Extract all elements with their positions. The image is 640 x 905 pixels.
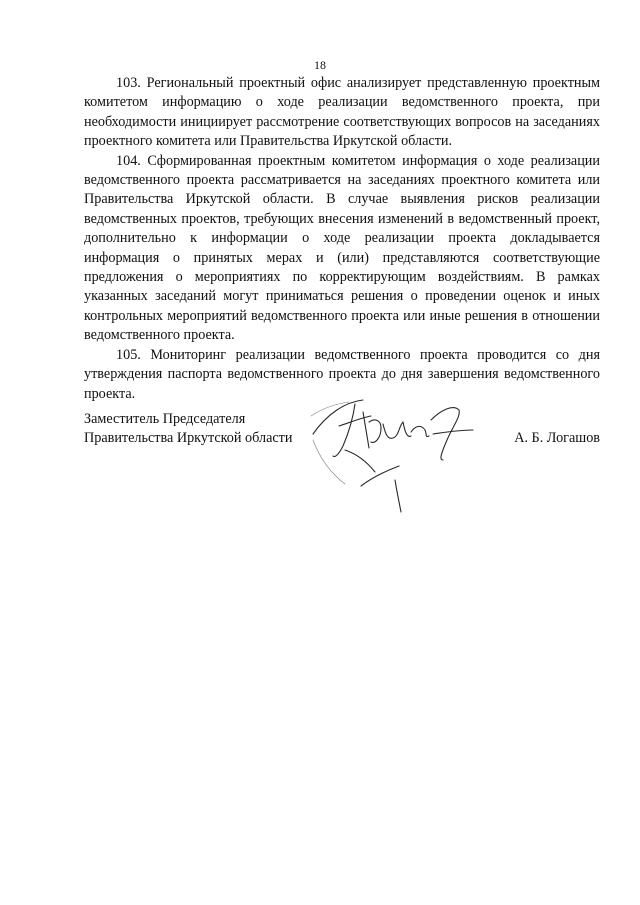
signature-block [84,410,600,520]
signatory-name: А. Б. Логашов [514,430,600,446]
signatory-title-line-2: Правительства Иркутской области [84,430,293,447]
signatory-title [84,410,292,449]
document-body [84,74,600,404]
signatory-title-line-1: Заместитель Председателя [84,411,246,427]
paragraph-105: 105. Мониторинг реализации ведомственного проекта проводится со дня утверждения паспорта ведомственного проекта до дня завершения ведомственного проекта. [84,346,600,402]
handwritten-signature-icon [309,396,479,516]
paragraph-104: 104. Сформированная проектным комитетом информация о ходе реализации ведомственного проекта рассматривается на заседаниях проектного комитета или Правительства Иркутской области. В случае выявления рисков реализации ведомственных проектов, требующих внесения изменений в ведомственный проект, дополнительно к информации о ходе реализации проекта докладывается информация о принятых мерах и (или) представляются соответствующие предложения о мероприятиях по корректирующим воздействиям. В рамках указанных заседаний могут приниматься решения о проведении оценок и иных контрольных мероприятий ведомственного проекта или иные решения в отношении ведомственного проекта. [84,152,600,344]
page-number: 18 [314,58,326,72]
paragraph-103: 103. Региональный проектный офис анализирует представленную проектным комитетом информацию о ходе реализации ведомственного проекта, при необходимости инициирует рассмотрение соответствующих вопросов на заседаниях проектного комитета или Правительства Иркутской области. [84,75,600,150]
